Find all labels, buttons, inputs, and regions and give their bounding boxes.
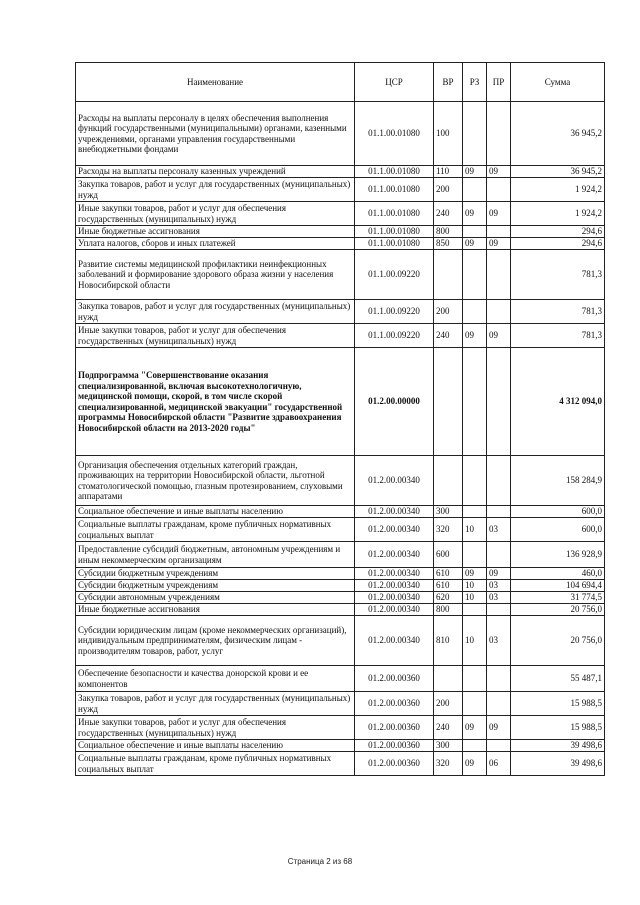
table-row	[76, 202, 605, 226]
cell-vr: 110	[434, 166, 463, 178]
cell-name: Иные закупки товаров, работ и услуг для обеспечения государственных (муниципальных) нужд	[76, 202, 355, 226]
cell-pr: 09	[487, 238, 511, 250]
cell-pr	[487, 542, 511, 568]
cell-sum: 15 988,5	[511, 692, 605, 716]
budget-table	[75, 62, 605, 776]
cell-pr	[487, 456, 511, 506]
cell-csr: 01.2.00.00340	[355, 518, 434, 542]
cell-name: Субсидии бюджетным учреждениям	[76, 568, 355, 580]
cell-rz	[463, 226, 487, 238]
cell-csr: 01.2.00.00360	[355, 752, 434, 776]
cell-sum: 294,6	[511, 238, 605, 250]
cell-csr: 01.1.00.09220	[355, 250, 434, 300]
page-number: Страница 2 из 68	[287, 857, 353, 866]
cell-name: Субсидии юридическим лицам (кроме некоммерческих организаций), индивидуальным предпринимателям, физическим лицам - производителям товаров, работ, услуг	[76, 616, 355, 666]
cell-pr: 09	[487, 568, 511, 580]
cell-sum: 4 312 094,0	[511, 348, 605, 456]
table-row	[76, 102, 605, 166]
cell-name: Социальные выплаты гражданам, кроме публичных нормативных социальных выплат	[76, 518, 355, 542]
cell-csr: 01.2.00.00340	[355, 604, 434, 616]
cell-csr: 01.1.00.01080	[355, 178, 434, 202]
cell-pr: 03	[487, 580, 511, 592]
cell-vr: 200	[434, 178, 463, 202]
cell-name: Обеспечение безопасности и качества донорской крови и ее компонентов	[76, 666, 355, 692]
cell-rz: 09	[463, 202, 487, 226]
cell-sum: 20 756,0	[511, 616, 605, 666]
cell-vr: 610	[434, 568, 463, 580]
table-row	[76, 568, 605, 580]
cell-csr: 01.2.00.00360	[355, 666, 434, 692]
table-row	[76, 518, 605, 542]
cell-pr	[487, 604, 511, 616]
table-row	[76, 666, 605, 692]
cell-name: Иные бюджетные ассигнования	[76, 604, 355, 616]
cell-rz: 09	[463, 166, 487, 178]
table-row	[76, 580, 605, 592]
cell-name: Иные закупки товаров, работ и услуг для обеспечения государственных (муниципальных) нужд	[76, 324, 355, 348]
cell-vr: 850	[434, 238, 463, 250]
cell-rz: 09	[463, 324, 487, 348]
cell-sum: 294,6	[511, 226, 605, 238]
table-row	[76, 604, 605, 616]
cell-vr: 200	[434, 692, 463, 716]
cell-sum: 781,3	[511, 324, 605, 348]
cell-name: Подпрограмма "Совершенствование оказания специализированной, включая высокотехнологичную, медицинской помощи, скорой, в том числе скорой специализированной, медицинской эвакуации" государственной программы Новосибирской области "Развитие здравоохранения Новосибирской области на 2013-2020 годы"	[76, 348, 355, 456]
cell-csr: 01.2.00.00340	[355, 616, 434, 666]
cell-vr: 240	[434, 202, 463, 226]
cell-csr: 01.2.00.00340	[355, 580, 434, 592]
cell-rz: 10	[463, 616, 487, 666]
cell-rz: 10	[463, 580, 487, 592]
cell-name: Уплата налогов, сборов и иных платежей	[76, 238, 355, 250]
cell-name: Закупка товаров, работ и услуг для государственных (муниципальных) нужд	[76, 178, 355, 202]
cell-csr: 01.2.00.00340	[355, 506, 434, 518]
table-body	[76, 102, 605, 776]
cell-csr: 01.1.00.01080	[355, 166, 434, 178]
cell-csr: 01.2.00.00340	[355, 568, 434, 580]
cell-pr	[487, 348, 511, 456]
cell-pr	[487, 740, 511, 752]
cell-sum: 136 928,9	[511, 542, 605, 568]
cell-name: Расходы на выплаты персоналу казенных учреждений	[76, 166, 355, 178]
table-row	[76, 740, 605, 752]
cell-vr: 320	[434, 518, 463, 542]
cell-vr	[434, 250, 463, 300]
cell-csr: 01.1.00.01080	[355, 226, 434, 238]
cell-vr: 240	[434, 716, 463, 740]
cell-rz: 09	[463, 238, 487, 250]
cell-name: Иные бюджетные ассигнования	[76, 226, 355, 238]
cell-vr: 300	[434, 506, 463, 518]
cell-csr: 01.2.00.00360	[355, 740, 434, 752]
cell-name: Предоставление субсидий бюджетным, автономным учреждениям и иным некоммерческим организациям	[76, 542, 355, 568]
cell-rz: 09	[463, 716, 487, 740]
cell-name: Закупка товаров, работ и услуг для государственных (муниципальных) нужд	[76, 300, 355, 324]
cell-pr	[487, 692, 511, 716]
cell-name: Организация обеспечения отдельных категорий граждан, проживающих на территории Новосибирской области, льготной стоматологической помощью, глазным протезированием, слуховыми аппаратами	[76, 456, 355, 506]
cell-rz: 10	[463, 518, 487, 542]
cell-sum: 600,0	[511, 506, 605, 518]
cell-sum: 600,0	[511, 518, 605, 542]
cell-sum: 36 945,2	[511, 102, 605, 166]
cell-sum: 781,3	[511, 250, 605, 300]
cell-rz	[463, 250, 487, 300]
cell-pr: 03	[487, 616, 511, 666]
cell-rz	[463, 604, 487, 616]
cell-name: Субсидии бюджетным учреждениям	[76, 580, 355, 592]
cell-csr: 01.2.00.00340	[355, 542, 434, 568]
header-rz: РЗ	[463, 63, 487, 102]
cell-pr	[487, 102, 511, 166]
cell-pr	[487, 300, 511, 324]
header-vr: ВР	[434, 63, 463, 102]
cell-sum: 15 988,5	[511, 716, 605, 740]
cell-rz	[463, 348, 487, 456]
cell-rz: 09	[463, 568, 487, 580]
cell-pr: 03	[487, 592, 511, 604]
cell-vr: 800	[434, 604, 463, 616]
cell-sum: 158 284,9	[511, 456, 605, 506]
cell-rz	[463, 740, 487, 752]
cell-rz: 09	[463, 752, 487, 776]
header-pr: ПР	[487, 63, 511, 102]
cell-csr: 01.1.00.01080	[355, 202, 434, 226]
cell-name: Социальное обеспечение и иные выплаты населению	[76, 740, 355, 752]
cell-pr: 09	[487, 716, 511, 740]
cell-sum: 20 756,0	[511, 604, 605, 616]
cell-csr: 01.2.00.00340	[355, 456, 434, 506]
cell-vr: 240	[434, 324, 463, 348]
cell-csr: 01.1.00.09220	[355, 300, 434, 324]
table-row	[76, 226, 605, 238]
cell-name: Социальное обеспечение и иные выплаты населению	[76, 506, 355, 518]
cell-pr	[487, 226, 511, 238]
cell-rz	[463, 456, 487, 506]
table-row	[76, 506, 605, 518]
cell-csr: 01.2.00.00360	[355, 716, 434, 740]
cell-sum: 460,0	[511, 568, 605, 580]
table-row	[76, 250, 605, 300]
cell-sum: 104 694,4	[511, 580, 605, 592]
cell-sum: 39 498,6	[511, 752, 605, 776]
cell-csr: 01.1.00.09220	[355, 324, 434, 348]
cell-name: Развитие системы медицинской профилактики неинфекционных заболеваний и формирование здорового образа жизни у населения Новосибирской области	[76, 250, 355, 300]
cell-sum: 36 945,2	[511, 166, 605, 178]
cell-pr	[487, 250, 511, 300]
cell-csr: 01.1.00.01080	[355, 102, 434, 166]
cell-vr: 300	[434, 740, 463, 752]
cell-csr: 01.1.00.01080	[355, 238, 434, 250]
table-row	[76, 542, 605, 568]
table-row	[76, 348, 605, 456]
header-name: Наименование	[76, 63, 355, 102]
table-row	[76, 456, 605, 506]
cell-rz	[463, 666, 487, 692]
cell-name: Социальные выплаты гражданам, кроме публичных нормативных социальных выплат	[76, 752, 355, 776]
cell-csr: 01.2.00.00340	[355, 592, 434, 604]
cell-pr: 09	[487, 202, 511, 226]
cell-sum: 1 924,2	[511, 178, 605, 202]
cell-sum: 39 498,6	[511, 740, 605, 752]
cell-csr: 01.2.00.00000	[355, 348, 434, 456]
table-row	[76, 178, 605, 202]
cell-sum: 781,3	[511, 300, 605, 324]
cell-vr: 810	[434, 616, 463, 666]
cell-rz: 10	[463, 592, 487, 604]
header-sum: Сумма	[511, 63, 605, 102]
cell-rz	[463, 178, 487, 202]
cell-vr: 800	[434, 226, 463, 238]
cell-pr	[487, 506, 511, 518]
cell-name: Иные закупки товаров, работ и услуг для обеспечения государственных (муниципальных) нужд	[76, 716, 355, 740]
cell-csr: 01.2.00.00360	[355, 692, 434, 716]
cell-sum: 31 774,5	[511, 592, 605, 604]
cell-name: Закупка товаров, работ и услуг для государственных (муниципальных) нужд	[76, 692, 355, 716]
cell-vr: 200	[434, 300, 463, 324]
cell-vr: 620	[434, 592, 463, 604]
cell-vr: 100	[434, 102, 463, 166]
table-row	[76, 752, 605, 776]
cell-vr	[434, 456, 463, 506]
header-csr: ЦСР	[355, 63, 434, 102]
cell-rz	[463, 300, 487, 324]
cell-vr: 320	[434, 752, 463, 776]
cell-sum: 1 924,2	[511, 202, 605, 226]
cell-rz	[463, 692, 487, 716]
cell-vr: 610	[434, 580, 463, 592]
cell-rz	[463, 542, 487, 568]
table-row	[76, 324, 605, 348]
cell-rz	[463, 102, 487, 166]
table-row	[76, 692, 605, 716]
table-row	[76, 716, 605, 740]
cell-name: Расходы на выплаты персоналу в целях обеспечения выполнения функций государственными (муниципальными) органами, казенными учреждениями, органами управления государственными внебюджетными фондами	[76, 102, 355, 166]
cell-name: Субсидии автономным учреждениям	[76, 592, 355, 604]
cell-vr	[434, 348, 463, 456]
cell-pr: 09	[487, 166, 511, 178]
table-row	[76, 592, 605, 604]
cell-vr: 600	[434, 542, 463, 568]
cell-pr: 06	[487, 752, 511, 776]
table-row	[76, 616, 605, 666]
table-header-row	[76, 63, 605, 102]
cell-pr	[487, 178, 511, 202]
cell-pr: 09	[487, 324, 511, 348]
table-row	[76, 300, 605, 324]
cell-vr	[434, 666, 463, 692]
table-row	[76, 238, 605, 250]
cell-rz	[463, 506, 487, 518]
cell-pr: 03	[487, 518, 511, 542]
cell-sum: 55 487,1	[511, 666, 605, 692]
cell-pr	[487, 666, 511, 692]
table-row	[76, 166, 605, 178]
